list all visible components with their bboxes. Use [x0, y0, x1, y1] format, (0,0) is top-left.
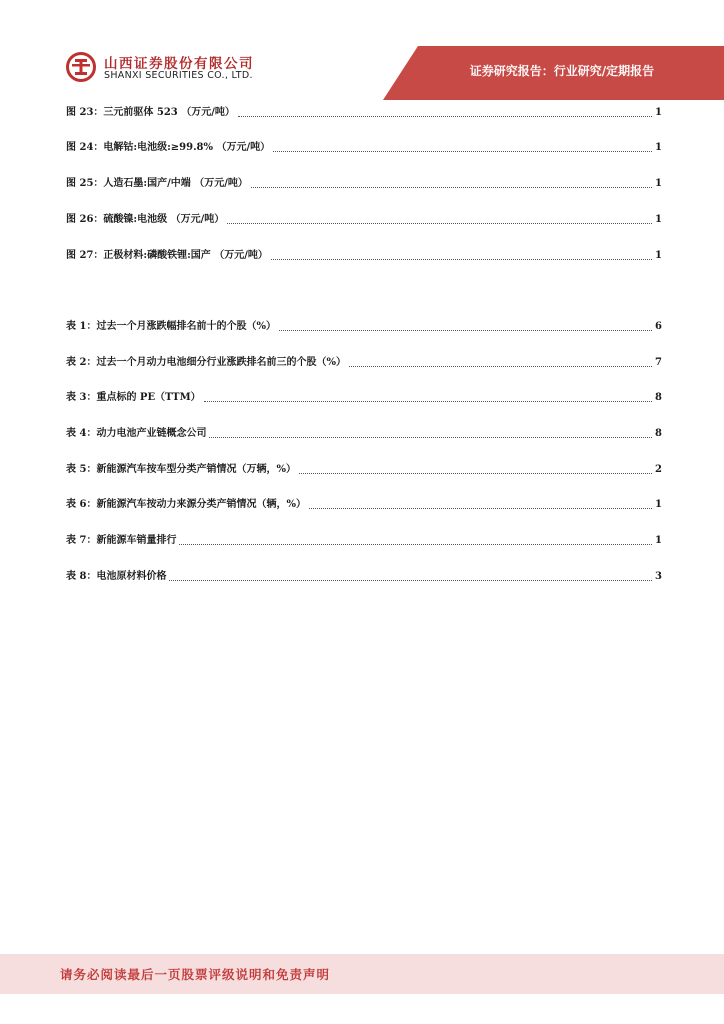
toc-leader-dots — [204, 401, 652, 402]
toc-entry-title: 图 25：人造石墨:国产/中端 （万元/吨） — [66, 178, 248, 189]
toc-entry-title: 图 24：电解钴:电池级:≥99.8% （万元/吨） — [66, 142, 271, 153]
company-name-en: SHANXI SECURITIES CO., LTD. — [104, 70, 253, 81]
toc-leader-dots — [299, 473, 652, 474]
report-type-label: 证券研究报告：行业研究/定期报告 — [469, 64, 655, 78]
toc-entry-title: 图 23：三元前驱体 523 （万元/吨） — [66, 107, 235, 118]
company-logo-icon — [66, 52, 96, 82]
toc-table-entry[interactable] — [66, 318, 662, 334]
toc-table-entry[interactable] — [66, 425, 662, 441]
toc-entry-title: 表 3：重点标的 PE（TTM） — [66, 392, 201, 403]
disclaimer-notice: 请务必阅读最后一页股票评级说明和免责声明 — [60, 967, 331, 982]
toc-table-entry[interactable] — [66, 568, 662, 584]
toc-entry-title: 图 27：正极材料:磷酸铁锂:国产 （万元/吨） — [66, 250, 268, 261]
toc-table-entry[interactable] — [66, 532, 662, 548]
toc-entry-title: 表 1：过去一个月涨跌幅排名前十的个股（%） — [66, 321, 276, 332]
toc-page-number: 3 — [655, 571, 662, 582]
toc-page-number: 2 — [655, 464, 662, 475]
toc-leader-dots — [179, 544, 652, 545]
toc-leader-dots — [309, 508, 652, 509]
company-name-cn: 山西证券股份有限公司 — [104, 56, 254, 72]
toc-leader-dots — [349, 366, 652, 367]
toc-entry-title: 表 5：新能源汽车按车型分类产销情况（万辆，%） — [66, 464, 296, 475]
toc-leader-dots — [271, 259, 652, 260]
page-footer — [0, 954, 724, 994]
toc-leader-dots — [273, 151, 652, 152]
toc-page-number: 1 — [655, 499, 662, 510]
toc-table-entry[interactable] — [66, 496, 662, 512]
toc-leader-dots — [251, 187, 652, 188]
toc-page-number: 1 — [655, 107, 662, 118]
toc-page-number: 1 — [655, 178, 662, 189]
toc-figure-entry[interactable] — [66, 104, 662, 120]
toc-page-number: 1 — [655, 535, 662, 546]
toc-figure-entry[interactable] — [66, 139, 662, 155]
toc-entry-title: 表 2：过去一个月动力电池细分行业涨跌排名前三的个股（%） — [66, 357, 346, 368]
toc-leader-dots — [279, 330, 652, 331]
toc-page-number: 1 — [655, 214, 662, 225]
toc-page-number: 8 — [655, 392, 662, 403]
toc-entry-title: 表 7：新能源车销量排行 — [66, 535, 177, 546]
toc-entry-title: 表 6：新能源汽车按动力来源分类产销情况（辆，%） — [66, 499, 306, 510]
header-red-band — [0, 0, 724, 100]
page-header — [0, 0, 724, 100]
toc-page-number: 6 — [655, 321, 662, 332]
toc-table-entry[interactable] — [66, 354, 662, 370]
toc-page-number: 1 — [655, 142, 662, 153]
toc-entry-title: 表 8：电池原材料价格 — [66, 571, 167, 582]
toc-figure-entry[interactable] — [66, 175, 662, 191]
toc-leader-dots — [227, 223, 652, 224]
toc-leader-dots — [209, 437, 652, 438]
toc-leader-dots — [238, 116, 652, 117]
toc-page-number: 1 — [655, 250, 662, 261]
toc-figure-entry[interactable] — [66, 247, 662, 263]
toc-figure-entry[interactable] — [66, 211, 662, 227]
toc-table-entry[interactable] — [66, 389, 662, 405]
toc-page-number: 8 — [655, 428, 662, 439]
toc-entry-title: 表 4：动力电池产业链概念公司 — [66, 428, 207, 439]
toc-leader-dots — [169, 580, 652, 581]
toc-entry-title: 图 26：硫酸镍:电池级 （万元/吨） — [66, 214, 225, 225]
toc-page-number: 7 — [655, 357, 662, 368]
toc-table-entry[interactable] — [66, 461, 662, 477]
